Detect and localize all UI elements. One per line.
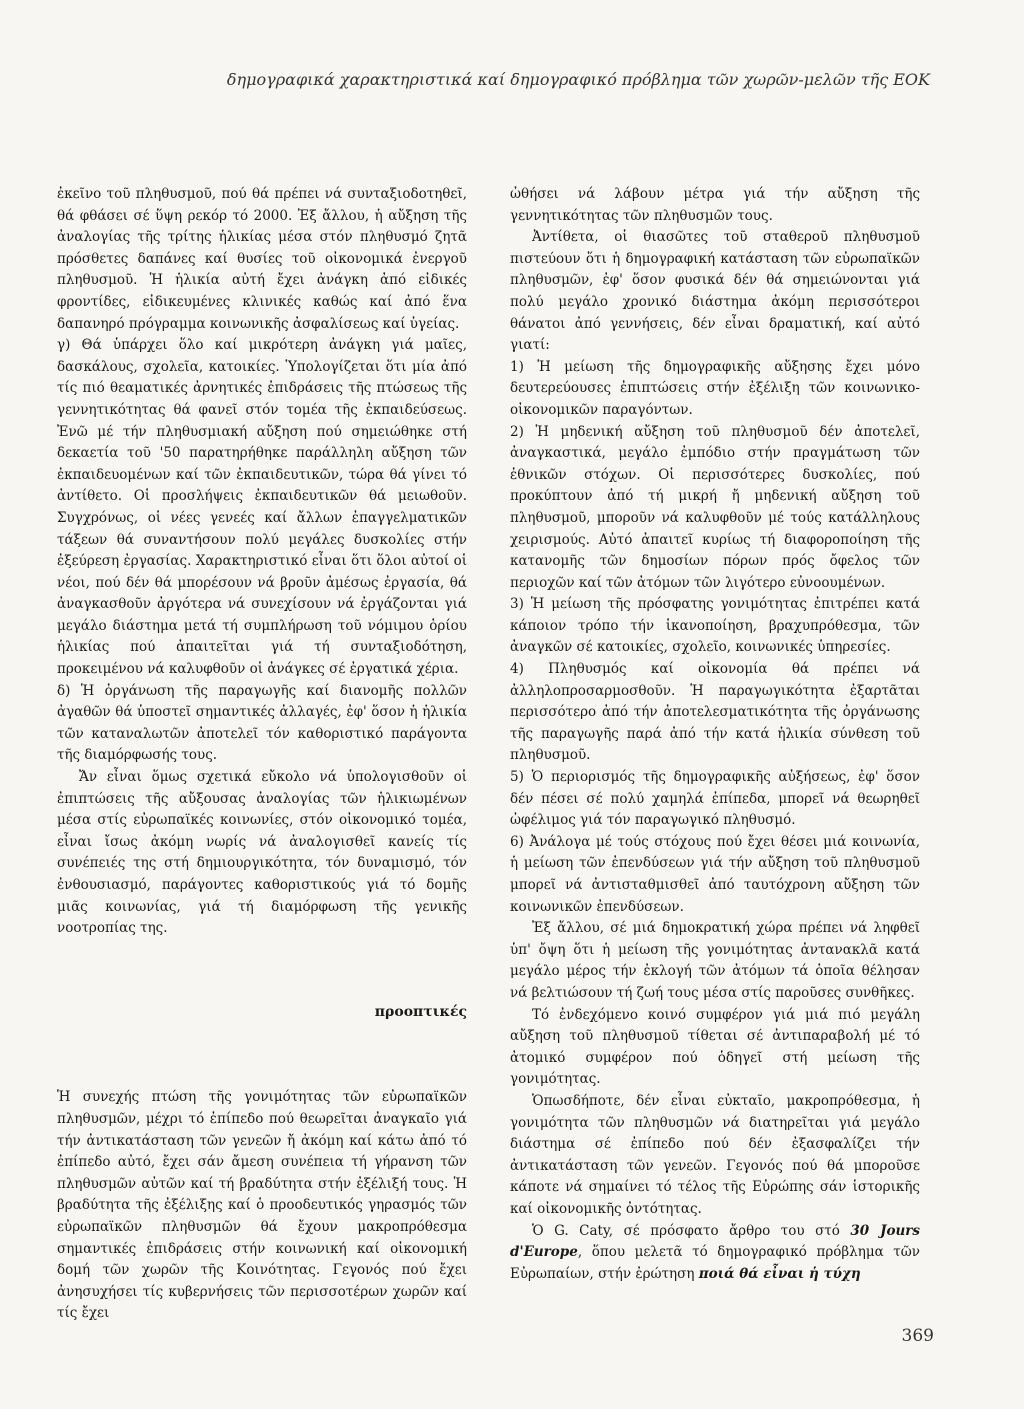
list-item: 3) Ἡ μείωση τῆς πρόσφατης γονιμότητας ἐπιτρέπει κατά κάποιον τρόπο τήν ἱκανοποίηση, βραχυπρόθεσμα, τῶν ἀναγκῶν σέ κατοικίες, σχολεῖο, κοινωνικές ὑπηρεσίες. — [510, 596, 920, 656]
page-number: 369 — [901, 1326, 934, 1346]
paragraph: Ἀντίθετα, οἱ θιασῶτες τοῦ σταθεροῦ πληθυσμοῦ πιστεύουν ὅτι ἡ δημογραφική κατάσταση τῶν εὐρωπαϊκῶν πληθυσμῶν, ἐφ' ὅσον φυσικά δέν θά σημειώνονται γιά πολύ μεγάλο χρονικό διάστημα ἀκόμη περισσότεροι θάνατοι ἀπό γεννήσεις, δέν εἶναι δραματική, καί αὐτό γιατί: — [510, 229, 920, 354]
question-text: ποιά θά εἶναι ἡ τύχη — [698, 1265, 861, 1282]
text-run: Ὁ G. Caty, σέ πρόσφατο ἄρθρο του στό — [532, 1222, 851, 1239]
left-column — [57, 184, 467, 1325]
paragraph: ἐκεῖνο τοῦ πληθυσμοῦ, πού θά πρέπει νά συνταξιοδοτηθεῖ, θά φθάσει σέ ὕψη ρεκόρ τό 2000. Ἐξ ἄλλου, ἡ αὔξηση τῆς ἀναλογίας τῆς τρίτης ἡλικίας μέσα στόν πληθυσμό ζητᾶ πρόσθετες δαπάνες καί θυσίες τοῦ οἰκονομικά ἐνεργοῦ πληθυσμοῦ. Ἡ ἡλικία αὐτή ἔχει ἀνάγκη ἀπό εἰδικές φροντίδες, εἰδικευμένες κλινικές καθώς καί ἀπό ἕνα δαπανηρό πρόγραμμα κοινωνικῆς ἀσφαλίσεως καί ὑγείας. — [57, 186, 467, 332]
paragraph — [510, 1221, 920, 1286]
paragraph: Ὁπωσδήποτε, δέν εἶναι εὐκταῖο, μακροπρόθεσμα, ἡ γονιμότητα τῶν πληθυσμῶν νά διατηρεῖται γιά μεγάλο διάστημα σέ ἐπίπεδο πού δέν ἐξασφαλίζει τήν ἀντικατάσταση τῶν γενεῶν. Γεγονός πού θά μποροῦσε κάποτε νά σημαίνει τό τέλος τῆς Εὐρώπης σάν ἱστορικῆς καί οἰκονομικῆς ὀντότητας. — [510, 1092, 920, 1217]
paragraph: ὠθήσει νά λάβουν μέτρα γιά τήν αὔξηση τῆς γεννητικότητας τῶν πληθυσμῶν τους. — [510, 186, 920, 224]
paragraph: Ἐξ ἄλλου, σέ μιά δημοκρατική χώρα πρέπει νά ληφθεῖ ὑπ' ὄψη ὅτι ἡ μείωση τῆς γονιμότητας ἀντανακλᾶ κατά μεγάλο μέρος τήν ἐκλογή τῶν ἀτόμων τά ὁποῖα θέλησαν νά βελτιώσουν τή ζωή τους μέσα στίς παροῦσες συνθῆκες. — [510, 920, 920, 1001]
list-item: 5) Ὁ περιορισμός τῆς δημογραφικῆς αὐξήσεως, ἐφ' ὅσον δέν πέσει σέ πολύ χαμηλά ἐπίπεδα, μπορεῖ νά θεωρηθεῖ ὠφέλιμος γιά τόν παραγωγικό πληθυσμό. — [510, 769, 920, 829]
paragraph: Ἄν εἶναι ὅμως σχετικά εὔκολο νά ὑπολογισθοῦν οἱ ἐπιπτώσεις τῆς αὔξουσας ἀναλογίας τῶν ἡλικιωμένων μέσα στίς εὐρωπαϊκές κοινωνίες, στόν οἰκονομικό τομέα, εἶναι ἴσως ἀκόμη νωρίς νά ἀναλογισθεῖ κανείς τίς συνέπειές της στή δημιουργικότητα, τόν δυναμισμό, τόν ἐνθουσιασμό, παράγοντες καθοριστικούς γιά τό δομῆς μιᾶς κοινωνίας, γιά τή διαμόρφωση τῆς γενικῆς νοοτροπίας της. — [57, 769, 467, 937]
list-item: 2) Ἡ μηδενική αὔξηση τοῦ πληθυσμοῦ δέν ἀποτελεῖ, ἀναγκαστικά, μεγάλο ἐμπόδιο στήν πραγμάτωση τῶν ἐθνικῶν στόχων. Οἱ περισσότερες δυσκολίες, πού προκύπτουν ἀπό τή μικρή ἤ μηδενική αὔξηση τοῦ πληθυσμοῦ, μποροῦν νά καλυφθοῦν μέ τούς κατάλληλους χειρισμούς. Αὐτό ἀπαιτεῖ κυρίως τή διαφοροποίηση τῆς κατανομῆς τῶν δημοσίων πόρων πρός ὄφελος τῶν περιοχῶν καί τῶν ἀτόμων τῶν λιγότερο εὐνοουμένων. — [510, 423, 920, 591]
list-item: 4) Πληθυσμός καί οἰκονομία θά πρέπει νά ἀλληλοπροσαρμοσθοῦν. Ἡ παραγωγικότητα ἐξαρτᾶται περισσότερο ἀπό τήν ἀποτελεσματικότητα τῆς ὀργάνωσης τῆς παραγωγῆς παρά ἀπό τήν κατά ἡλικία σύνθεση τοῦ πληθυσμοῦ. — [510, 661, 920, 764]
paragraph: δ) Ἡ ὀργάνωση τῆς παραγωγῆς καί διανομῆς πολλῶν ἀγαθῶν θά ὑποστεῖ σημαντικές ἀλλαγές, ἐφ' ὅσον ἡ ἡλικία τῶν καταναλωτῶν ἀποτελεῖ τόν καθοριστικό παράγοντα τῆς διαμόρφωσής τους. — [57, 682, 467, 764]
journal-title: 30 Jours d'Europe — [510, 1222, 920, 1261]
running-title: δημογραφικά χαρακτηριστικά καί δημογραφικό πρόβλημα τῶν χωρῶν-μελῶν τῆς ΕΟΚ — [226, 70, 930, 89]
list-item: 6) Ἀνάλογα μέ τούς στόχους πού ἔχει θέσει μιά κοινωνία, ἡ μείωση τῶν ἐπενδύσεων γιά τήν αὔξηση τοῦ πληθυσμοῦ μπορεῖ νά ἀντισταθμισθεῖ ἀπό ταυτόχρονη αὔξηση τῶν κοινωνικῶν ἐπενδύσεων. — [510, 833, 920, 915]
paragraph: Τό ἐνδεχόμενο κοινό συμφέρον γιά μιά πιό μεγάλη αὔξηση τοῦ πληθυσμοῦ τίθεται σέ ἀντιπαραβολή μέ τό ἀτομικό συμφέρον πού ὁδηγεῖ στή μείωση τῆς γονιμότητας. — [510, 1006, 920, 1088]
paragraph: γ) Θά ὑπάρχει ὅλο καί μικρότερη ἀνάγκη γιά μαῖες, δασκάλους, σχολεῖα, κατοικίες. Ὑπολογίζεται ὅτι μία ἀπό τίς πιό θεαματικές ἀρνητικές ἐπιδράσεις τῆς πτώσεως τῆς γεννητικότητας θά φανεῖ στόν τομέα τῆς ἐκπαιδεύσεως. Ἐνῶ μέ τήν πληθυσμιακή αὔξηση πού σημειώθηκε στή δεκαετία τοῦ '50 παρατηρήθηκε παράλληλη αὔξηση τῶν ἐκπαιδευομένων καί τῶν ἐκπαιδευτικῶν, τώρα θά γίνει τό ἀντίθετο. Οἱ προσλήψεις ἐκπαιδευτικῶν θά μειωθοῦν. Συγχρόνως, οἱ νέες γενεές καί ἄλλων ἐπαγγελματικῶν τάξεων θά συναντήσουν πολύ μεγάλες δυσκολίες στήν ἐξεύρεση ἐργασίας. Χαρακτηριστικό εἶναι ὅτι ὅλοι αὐτοί οἱ νέοι, πού δέν θά μπορέσουν νά βροῦν ἀμέσως ἐργασία, θά ἀναγκασθοῦν ἀργότερα νά συνεχίσουν νά ἐργάζονται γιά μεγάλο διάστημα μετά τή συμπλήρωση τοῦ νόμιμου ὁρίου ἡλικίας πού ἀπαιτεῖται γιά τή συνταξιοδότηση, προκειμένου νά καλυφθοῦν οἱ ἀνάγκες σέ ἐργατικά χέρια. — [57, 337, 467, 678]
paragraph: Ἡ συνεχής πτώση τῆς γονιμότητας τῶν εὐρωπαϊκῶν πληθυσμῶν, μέχρι τό ἐπίπεδο πού θεωρεῖται ἀναγκαῖο γιά τήν ἀντικατάσταση τῶν γενεῶν ἤ ἀκόμη καί κάτω ἀπό τό ἐπίπεδο αὐτό, ἔχει σάν ἄμεση συνέπεια τή γήρανση τῶν πληθυσμῶν αὐτῶν καί τή βραδύτητα στήν ἐξέλιξή τους. Ἡ βραδύτητα τῆς ἐξέλιξης καί ὁ προοδευτικός γηρασμός τῶν εὐρωπαϊκῶν πληθυσμῶν θά ἔχουν μακροπρόθεσμα σημαντικές ἐπιδράσεις στήν κοινωνική καί οἰκονομική δομή τῶν χωρῶν τῆς Κοινότητας. Γεγονός πού ἔχει ἀνησυχήσει τίς κυβερνήσεις τῶν περισσοτέρων χωρῶν καί τίς ἔχει — [57, 1089, 467, 1322]
list-item: 1) Ἡ μείωση τῆς δημογραφικῆς αὔξησης ἔχει μόνο δευτερεύουσες ἐπιπτώσεις στήν ἐξέλιξη τῶν κοινωνικο-οἰκονομικῶν παραγόντων. — [510, 358, 920, 418]
text-run: , ὅπου μελετᾶ τό δημογραφικό πρόβλημα τῶν Εὐρωπαίων, στήν ἐρώτηση — [510, 1244, 920, 1282]
section-heading: προοπτικές — [374, 1003, 467, 1020]
right-column — [510, 184, 920, 1285]
